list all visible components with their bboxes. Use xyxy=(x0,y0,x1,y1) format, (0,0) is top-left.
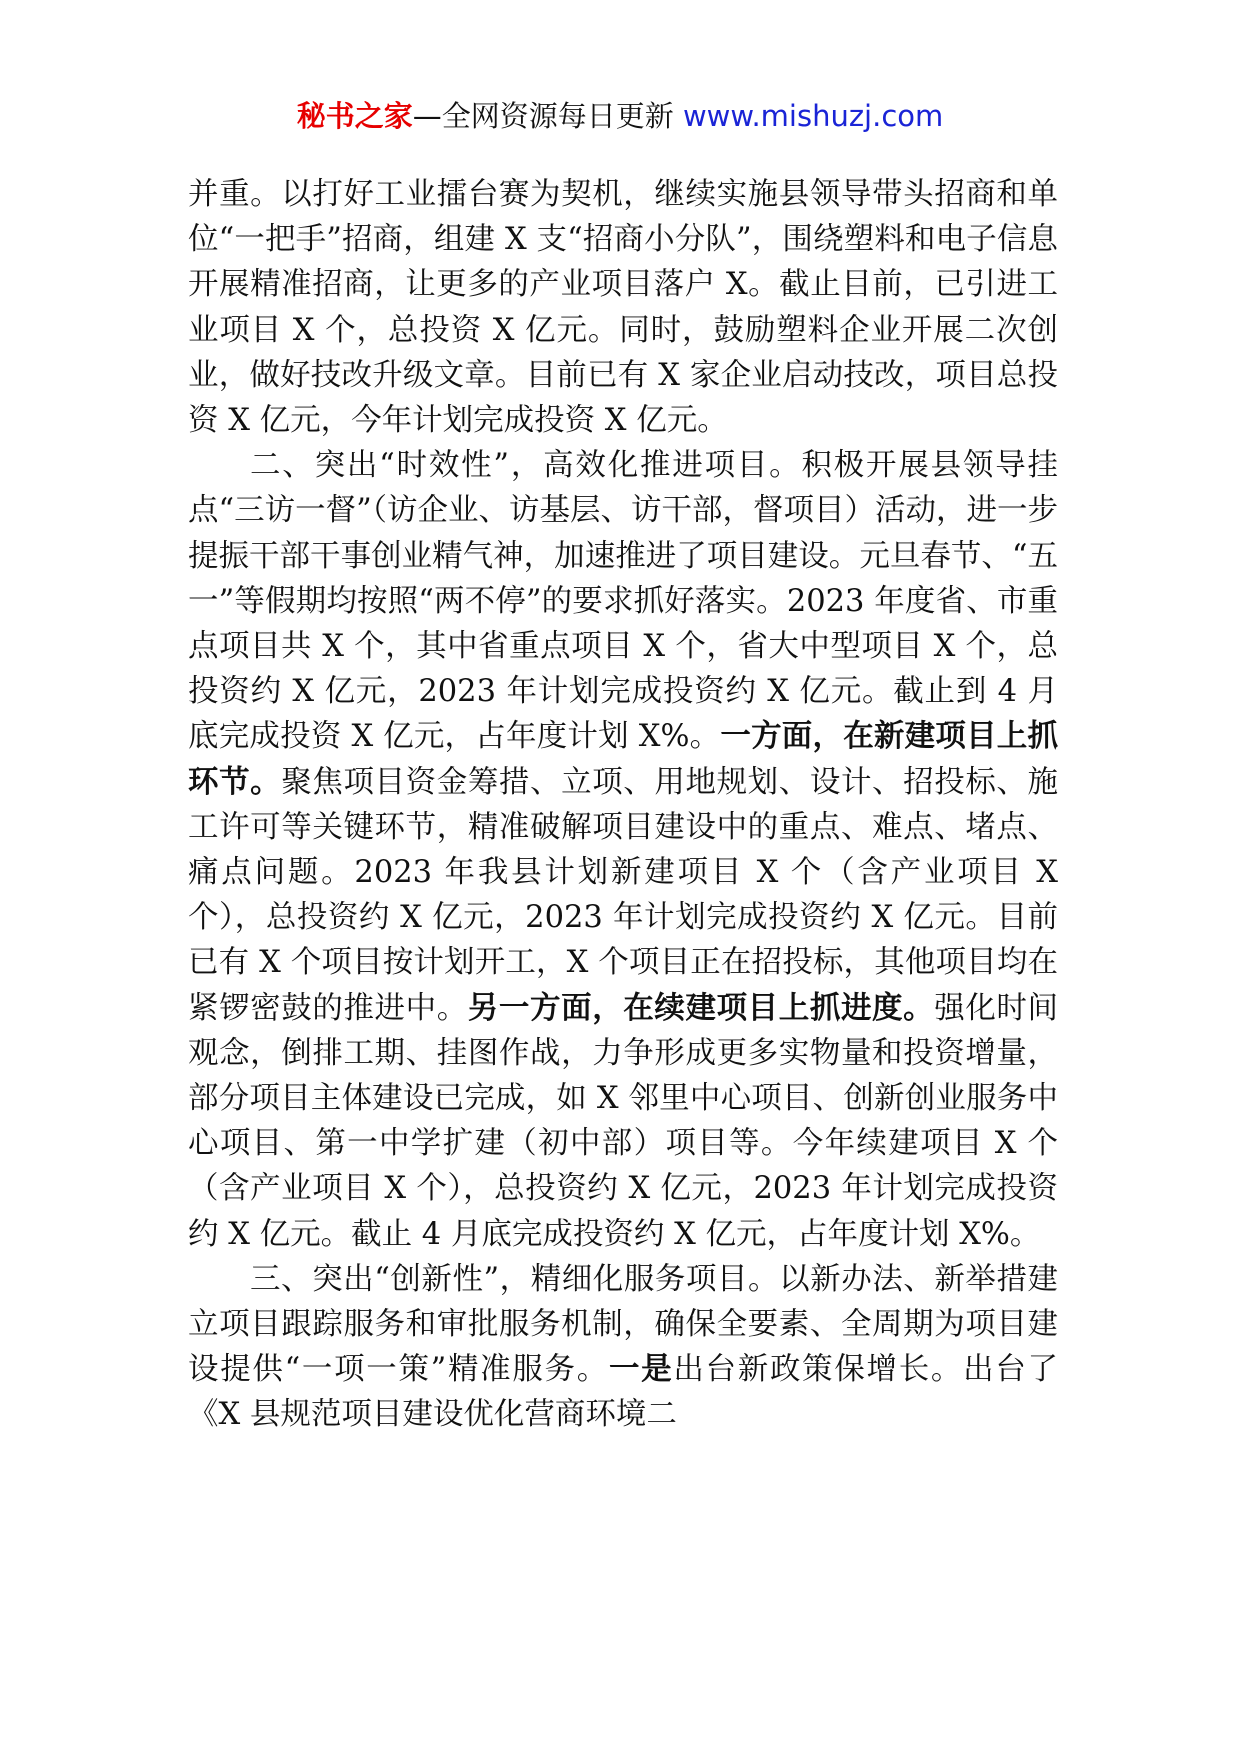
paragraph-section-three xyxy=(188,1257,1058,1438)
ongoing-projects-text: 强化时间观念，倒排工期、挂图作战，力争形成更多实物量和投资增量，部分项目主体建设已完成，如 X 邻里中心项目、创新创业服务中心项目、第一中学扩建（初中部）项目等。今年续建项目 X 个（含产业项目 X 个），总投资约 X 亿元，2023 年计划完成投资约 X 亿元。截止 4 月底完成投资约 X 亿元，占年度计划 X%。 xyxy=(188,990,1059,1252)
site-url-link[interactable]: www.mishuzj.com xyxy=(682,99,944,133)
bold-lead-ongoing-projects: 另一方面，在续建项目上抓进度。 xyxy=(467,989,935,1026)
site-brand-name: 秘书之家 xyxy=(296,99,413,133)
paragraph-text: 并重。以打好工业擂台赛为契机，继续实施县领导带头招商和单位“一把手”招商，组建 X 支“招商小分队”，围绕塑料和电子信息开展精准招商，让更多的产业项目落户 X。截止目前，已引进工业项目 X 个，总投资 X 亿元。同时，鼓励塑料企业开展二次创业，做好技改升级文章。目前已有 X 家企业启动技改，项目总投资 X 亿元，今年计划完成投资 X 亿元。 xyxy=(188,177,1058,439)
new-projects-text: 聚焦项目资金筹措、立项、用地规划、设计、招投标、施工许可等关键环节，精准破解项目建设中的重点、难点、堵点、痛点问题。2023 年我县计划新建项目 X 个（含产业项目 X 个），总投资约 X 亿元，2023 年计划完成投资约 X 亿元。目前已有 X 个项目按计划开工，X 个项目正在招投标，其他项目均在紧锣密鼓的推进中。 xyxy=(188,764,1059,1026)
paragraph-continuation xyxy=(188,172,1058,443)
bold-lead-first-point: 一是 xyxy=(608,1351,674,1388)
bold-lead-new-projects: 一方面，在新建项目上抓环节。 xyxy=(188,718,1059,800)
paragraph-section-two xyxy=(188,443,1058,1257)
site-header xyxy=(0,96,1240,136)
section-two-text: 二、突出“时效性”，高效化推进项目。积极开展县领导挂点“三访一督”（访企业、访基层、访干部，督项目）活动，进一步提振干部干事创业精气神，加速推进了项目建设。元旦春节、“五一”等假期均按照“两不停”的要求抓好落实。2023 年度省、市重点项目共 X 个，其中省重点项目 X 个，省大中型项目 X 个，总投资约 X 亿元，2023 年计划完成投资约 X 亿元。截止到 4 月底完成投资 X 亿元，占年度计划 X%。 xyxy=(188,448,1058,755)
document-body xyxy=(188,172,1058,1438)
section-three-text: 三、突出“创新性”，精细化服务项目。以新办法、新举措建立项目跟踪服务和审批服务机制，确保全要素、全周期为项目建设提供“一项一策”精准服务。 xyxy=(188,1261,1058,1388)
first-point-text: 出台新政策保增长。出台了《X 县规范项目建设优化营商环境二 xyxy=(188,1352,1059,1433)
site-tagline: —全网资源每日更新 xyxy=(412,99,683,133)
